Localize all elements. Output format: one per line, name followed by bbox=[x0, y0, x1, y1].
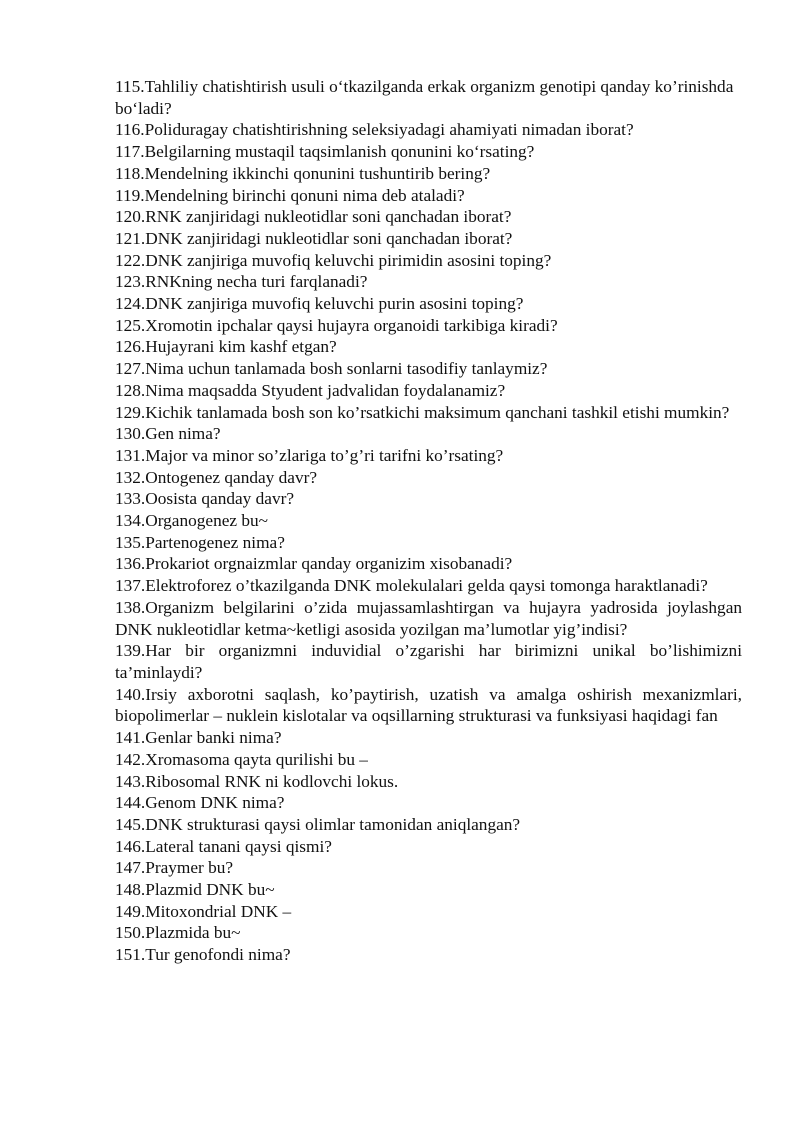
question-item: 144.Genom DNK nima? bbox=[115, 793, 285, 813]
question-item: 117.Belgilarning mustaqil taqsimlanish qonunini ko‘rsating? bbox=[115, 142, 535, 162]
question-item: 141.Genlar banki nima? bbox=[115, 728, 282, 748]
question-item: 124.DNK zanjiriga muvofiq keluvchi purin asosini toping? bbox=[115, 294, 524, 314]
question-item: 149.Mitoxondrial DNK – bbox=[115, 901, 292, 921]
question-item: 146.Lateral tanani qaysi qismi? bbox=[115, 836, 332, 856]
question-item: 137.Elektroforez o’tkazilganda DNK molekulalari gelda qaysi tomonga haraktlanadi? bbox=[115, 576, 708, 596]
question-item: 115.Tahliliy chatishtirish usuli o‘tkazilganda erkak organizm genotipi qanday ko’rinishda bo‘ladi? bbox=[115, 77, 734, 118]
question-item: 116.Poliduragay chatishtirishning seleksiyadagi ahamiyati nimadan iborat? bbox=[115, 120, 634, 140]
question-item: 130.Gen nima? bbox=[115, 424, 221, 444]
question-item: 151.Tur genofondi nima? bbox=[115, 945, 291, 965]
question-item: 132.Ontogenez qanday davr? bbox=[115, 467, 318, 487]
question-item: 142.Xromasoma qayta qurilishi bu – bbox=[115, 749, 368, 769]
question-item: 128.Nima maqsadda Styudent jadvalidan foydalanamiz? bbox=[115, 380, 506, 400]
question-item: 139.Har bir organizmni induvidial o’zgarishi har birimizni unikal bo’lishimizni ta’minlaydi? bbox=[115, 641, 742, 682]
question-item: 148.Plazmid DNK bu~ bbox=[115, 880, 275, 900]
question-item: 147.Praymer bu? bbox=[115, 858, 234, 878]
question-item: 150.Plazmida bu~ bbox=[115, 923, 241, 943]
question-item: 136.Prokariot orgnaizmlar qanday organizim xisobanadi? bbox=[115, 554, 513, 574]
question-item: 125.Xromotin ipchalar qaysi hujayra organoidi tarkibiga kiradi? bbox=[115, 315, 558, 335]
question-item: 135.Partenogenez nima? bbox=[115, 532, 285, 552]
question-item: 127.Nima uchun tanlamada bosh sonlarni tasodifiy tanlaymiz? bbox=[115, 359, 548, 379]
question-item: 143.Ribosomal RNK ni kodlovchi lokus. bbox=[115, 771, 399, 791]
question-item: 118.Mendelning ikkinchi qonunini tushuntirib bering? bbox=[115, 163, 491, 183]
question-item: 133.Oosista qanday davr? bbox=[115, 489, 295, 509]
question-item: 145.DNK strukturasi qaysi olimlar tamonidan aniqlangan? bbox=[115, 814, 521, 834]
question-item: 138.Organizm belgilarini o’zida mujassamlashtirgan va hujayra yadrosida joylashgan DNK nukleotidlar ketma~ketligi asosida yozilgan ma’lumotlar yig’indisi? bbox=[115, 597, 742, 639]
question-item: 121.DNK zanjiridagi nukleotidlar soni qanchadan iborat? bbox=[115, 228, 513, 248]
question-item: 120.RNK zanjiridagi nukleotidlar soni qanchadan iborat? bbox=[115, 207, 512, 227]
question-item: 134.Organogenez bu~ bbox=[115, 511, 268, 531]
question-item: 123.RNKning necha turi farqlanadi? bbox=[115, 272, 368, 292]
question-item: 126.Hujayrani kim kashf etgan? bbox=[115, 337, 337, 357]
question-list bbox=[115, 76, 742, 966]
question-item: 119.Mendelning birinchi qonuni nima deb ataladi? bbox=[115, 185, 465, 205]
question-item: 122.DNK zanjiriga muvofiq keluvchi pirimidin asosini toping? bbox=[115, 250, 552, 270]
question-item: 131.Major va minor so’zlariga to’g’ri tarifni ko’rsating? bbox=[115, 445, 504, 465]
question-item: 129.Kichik tanlamada bosh son ko’rsatkichi maksimum qanchani tashkil etishi mumkin? bbox=[115, 402, 730, 422]
question-item: 140.Irsiy axborotni saqlash, ko’paytirish, uzatish va amalga oshirish mexanizmlari, biopolimerlar – nuklein kislotalar va oqsillarning strukturasi va funksiyasi haqidagi fan bbox=[115, 684, 742, 726]
